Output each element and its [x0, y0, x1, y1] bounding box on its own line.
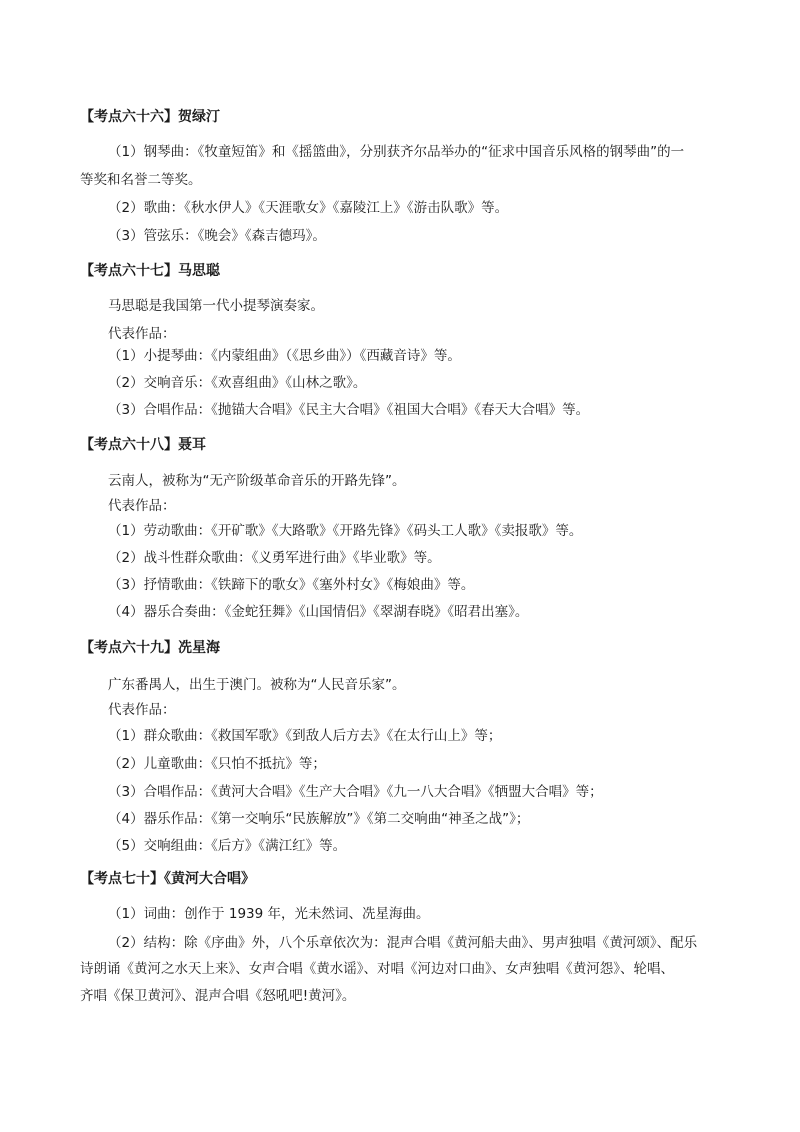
paragraph-line: 马思聪是我国第一代小提琴演奏家。 [108, 298, 324, 314]
paragraph-line: （2）歌曲：《秋水伊人》《天涯歌女》《嘉陵江上》《游击队歌》等。 [108, 200, 509, 216]
paragraph-line: 诗朗诵《黄河之水天上来》、女声合唱《黄水谣》、对唱《河边对口曲》、女声独唱《黄河怨》、轮唱、 [80, 961, 674, 977]
paragraph-line: （4）器乐合奏曲：《金蛇狂舞》《山国情侣》《翠湖春晓》《昭君出塞》。 [108, 604, 529, 620]
section-heading: 【考点六十八】聂耳 [80, 437, 206, 453]
paragraph-line: （1）钢琴曲：《牧童短笛》和《摇篮曲》，分别获齐尔品举办的“征求中国音乐风格的钢琴曲”的一 [108, 144, 685, 160]
paragraph-line: （1）劳动歌曲：《开矿歌》《大路歌》《开路先锋》《码头工人歌》《卖报歌》等。 [108, 523, 583, 539]
paragraph-line: 代表作品： [108, 498, 176, 514]
paragraph-line: 等奖和名誉二等奖。 [80, 172, 202, 188]
paragraph-line: （1）群众歌曲：《救国军歌》《到敌人后方去》《在太行山上》等； [108, 728, 502, 744]
paragraph-line: （1）小提琴曲：《内蒙组曲》（《思乡曲》）《西藏音诗》等。 [108, 348, 461, 364]
paragraph-line: （3）合唱作品：《黄河大合唱》《生产大合唱》《九一八大合唱》《牺盟大合唱》等； [108, 784, 603, 800]
section-heading: 【考点七十】《黄河大合唱》 [80, 871, 255, 887]
paragraph-line: （5）交响组曲：《后方》《满江红》等。 [108, 838, 347, 854]
paragraph-line: （2）战斗性群众歌曲：《义勇军进行曲》《毕业歌》等。 [108, 550, 441, 566]
paragraph-line: 代表作品： [108, 326, 176, 342]
paragraph-line: 云南人，被称为“无产阶级革命音乐的开路先锋”。 [108, 473, 406, 489]
section-heading: 【考点六十七】马思聪 [80, 263, 220, 279]
paragraph-line: （3）抒情歌曲：《铁蹄下的歌女》《塞外村女》《梅娘曲》等。 [108, 577, 475, 593]
paragraph-line: 广东番禺人，出生于澳门。被称为“人民音乐家”。 [108, 677, 406, 693]
paragraph-line: （1）词曲：创作于 1939 年，光未然词、冼星海曲。 [108, 906, 430, 922]
paragraph-line: 齐唱《保卫黄河》、混声合唱《怒吼吧!黄河》。 [80, 988, 356, 1004]
section-heading: 【考点六十九】冼星海 [80, 640, 220, 656]
paragraph-line: 代表作品： [108, 702, 176, 718]
paragraph-line: （3）合唱作品：《抛锚大合唱》《民主大合唱》《祖国大合唱》《春天大合唱》等。 [108, 402, 590, 418]
paragraph-line: （2）儿童歌曲：《只怕不抵抗》等； [108, 756, 326, 772]
section-heading: 【考点六十六】贺绿汀 [80, 109, 220, 125]
paragraph-line: （4）器乐作品：《第一交响乐“民族解放”》《第二交响曲“神圣之战”》； [108, 811, 530, 827]
paragraph-line: （2）交响音乐：《欢喜组曲》《山林之歌》。 [108, 375, 367, 391]
paragraph-line: （2）结构：除《序曲》外，八个乐章依次为：混声合唱《黄河船夫曲》、男声独唱《黄河颂》、配乐 [108, 935, 698, 951]
paragraph-line: （3）管弦乐：《晚会》《森吉德玛》。 [108, 228, 326, 244]
